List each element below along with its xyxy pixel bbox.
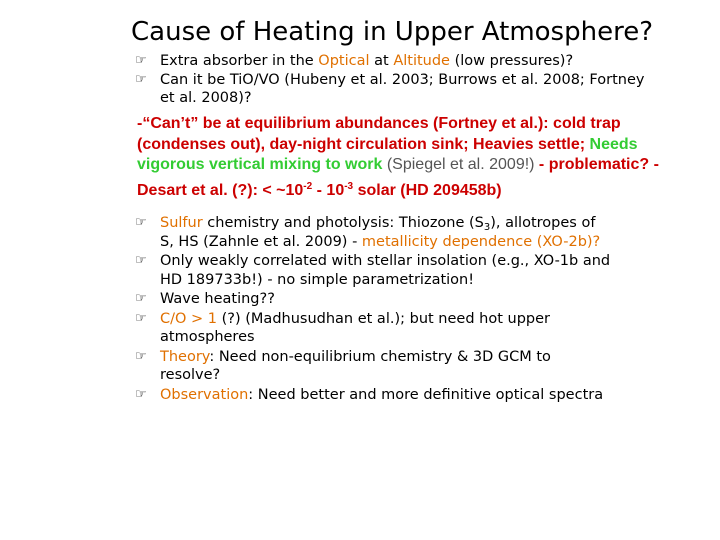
exponent: -2 xyxy=(303,180,313,192)
list-item xyxy=(131,348,611,385)
co-ratio-highlight: C/O > 1 xyxy=(160,310,218,327)
sulfur-highlight: Sulfur xyxy=(160,215,203,231)
note-text: solar (HD 209458b) xyxy=(353,181,502,199)
pointing-hand-icon: ☞ xyxy=(135,291,147,306)
pointing-hand-icon: ☞ xyxy=(135,310,147,326)
note-text: - 10 xyxy=(312,181,345,199)
note-text: - problematic? - xyxy=(534,156,659,173)
bullet-text: Can it be TiO/VO (Hubeny et al. 2003; Burrows et al. 2008; Fortney et al. 2008)? xyxy=(160,71,645,106)
list-item xyxy=(131,252,611,289)
bullet-text: Only weakly correlated with stellar insolation (e.g., XO-1b and HD 189733b!) - no simple parametrization! xyxy=(160,253,611,288)
theory-highlight: Theory xyxy=(160,348,210,365)
list-item xyxy=(131,386,611,405)
list-item xyxy=(131,52,651,71)
altitude-highlight: Altitude xyxy=(393,53,450,69)
bullet-text: (low pressures)? xyxy=(449,53,574,69)
exponent: -3 xyxy=(344,180,354,192)
pointing-hand-icon: ☞ xyxy=(135,386,147,402)
note-line: -“Can’t” be at equilibrium abundances (Fortney et al.): cold trap xyxy=(137,115,621,132)
note-text: (condenses out), day-night circulation sink; Heavies settle; xyxy=(137,135,586,153)
list-item xyxy=(131,310,611,347)
bullet-text: Wave heating?? xyxy=(160,291,275,307)
observation-highlight: Observation xyxy=(160,386,249,403)
bullet-text: Extra absorber in the xyxy=(160,53,319,69)
pointing-hand-icon: ☞ xyxy=(135,71,147,87)
metallicity-highlight: metallicity dependence (XO-2b)? xyxy=(361,233,601,250)
pointing-hand-icon: ☞ xyxy=(135,253,147,268)
pointing-hand-icon: ☞ xyxy=(135,53,147,68)
bullet-text: ), allotropes of S, HS (Zahnle et al. 2009) - xyxy=(160,215,596,250)
subscript: 3 xyxy=(483,222,491,233)
bullet-text: at xyxy=(369,53,394,69)
note-text: Desart et al. (?): < ~10 xyxy=(137,181,304,199)
slide-title: Cause of Heating in Upper Atmosphere? xyxy=(131,17,653,47)
citation-text: (Spiegel et al. 2009!) xyxy=(382,156,535,173)
vertical-mixing-highlight: vigorous vertical mixing to work xyxy=(137,156,383,173)
note-line xyxy=(137,135,697,156)
bullet-text: : Need better and more definitive optical spectra xyxy=(248,386,604,403)
note-line xyxy=(137,155,697,176)
equilibrium-note-block xyxy=(137,114,697,201)
pointing-hand-icon: ☞ xyxy=(135,215,147,230)
list-item xyxy=(131,290,611,309)
bullet-text: chemistry and photolysis: Thiozone (S xyxy=(202,215,484,231)
needs-highlight: Needs xyxy=(585,135,638,153)
bottom-bullet-list xyxy=(131,214,611,405)
bullet-text: (?) (Madhusudhan et al.); but need hot upper atmospheres xyxy=(160,310,550,345)
top-bullet-list xyxy=(131,52,651,108)
pointing-hand-icon: ☞ xyxy=(135,348,147,364)
note-line xyxy=(137,181,697,202)
optical-highlight: Optical xyxy=(318,53,370,69)
bullet-text: : Need non-equilibrium chemistry & 3D GCM to resolve? xyxy=(160,348,551,383)
list-item xyxy=(131,71,651,108)
list-item xyxy=(131,214,611,251)
